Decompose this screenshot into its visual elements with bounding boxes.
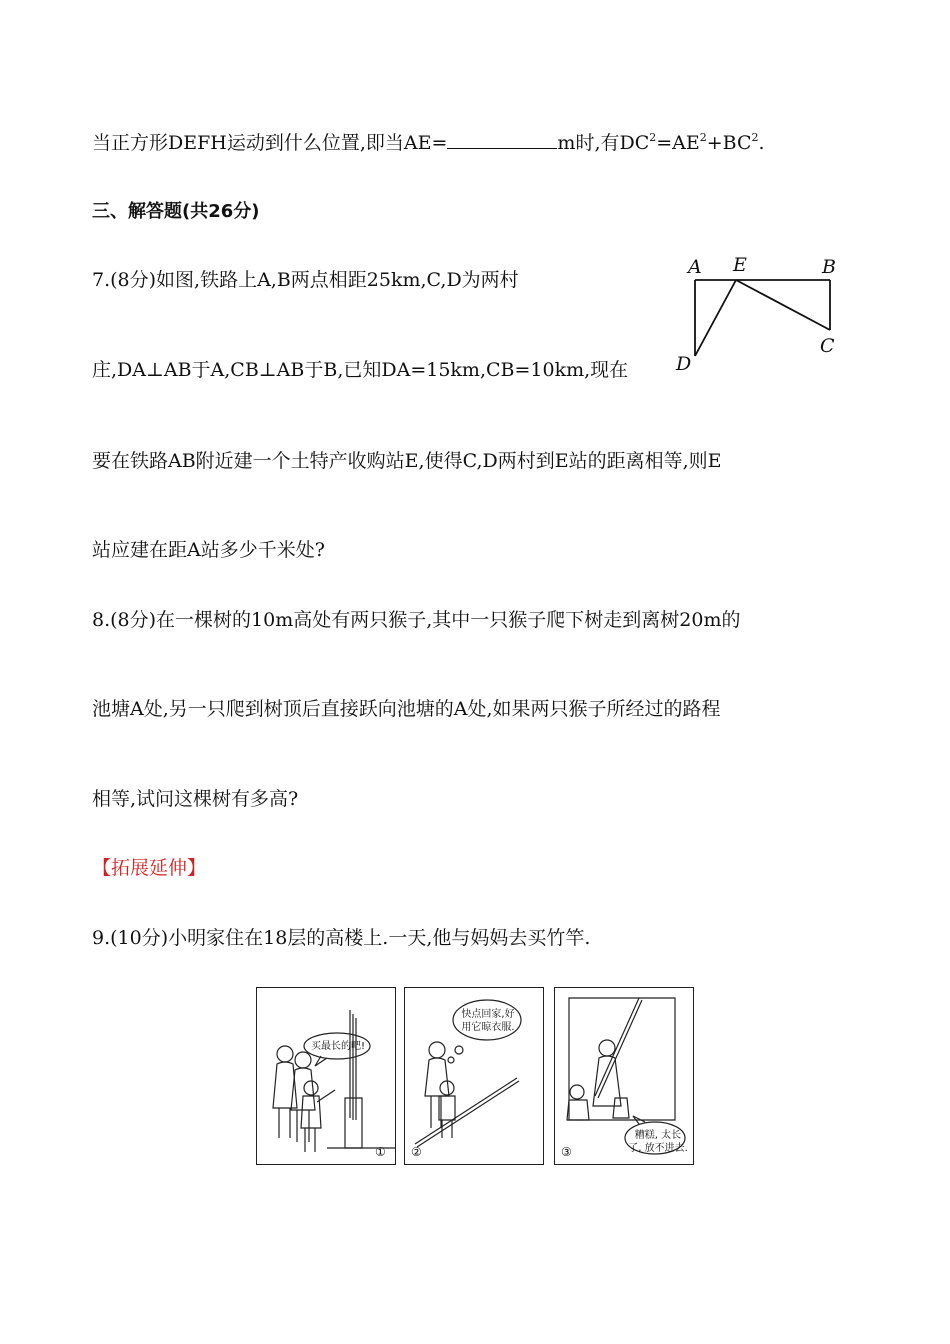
q7-line-4: 站应建在距A站多少千米处? xyxy=(92,539,325,561)
q8-line-3: 相等,试问这棵树有多高? xyxy=(92,788,299,810)
q9-line-1: 9.(10分)小明家住在18层的高楼上.一天,他与妈妈去买竹竿. xyxy=(92,927,591,949)
question-text-mid: +BC xyxy=(706,132,752,154)
superscript: 2 xyxy=(699,131,707,144)
label-a: A xyxy=(688,256,702,278)
answer-blank[interactable] xyxy=(447,130,557,149)
q7-line-1: 7.(8分)如图,铁路上A,B两点相距25km,C,D为两村 xyxy=(92,269,519,291)
speech-line-2: 用它晾衣服. xyxy=(461,1022,515,1033)
question-text-pre: 当正方形DEFH运动到什么位置,即当AE= xyxy=(92,132,448,154)
section-title: 三、解答题(共26分) xyxy=(92,201,260,222)
speech-bubble xyxy=(627,1129,689,1155)
segment-de xyxy=(695,280,736,356)
fill-in-question-line xyxy=(92,130,765,155)
shopping-scene-illustration xyxy=(257,988,395,1164)
q7-line-2: 庄,DA⊥AB于A,CB⊥AB于B,已知DA=15km,CB=10km,现在 xyxy=(92,359,629,381)
label-d: D xyxy=(676,353,692,375)
label-b: B xyxy=(822,256,836,278)
speech-line-1: 快点回家,好 xyxy=(461,1009,515,1020)
superscript: 2 xyxy=(751,131,759,144)
speech-bubble xyxy=(457,1008,519,1034)
railway-diagram xyxy=(670,248,850,378)
comic-panel-2 xyxy=(404,987,544,1165)
speech-bubble: 买最长的吧! xyxy=(310,1041,365,1052)
label-e: E xyxy=(733,254,747,276)
comic-panel-1 xyxy=(256,987,396,1165)
q8-line-2: 池塘A处,另一只爬到树顶后直接跃向池塘的A处,如果两只猴子所经过的路程 xyxy=(92,698,721,720)
comic-panel-3 xyxy=(554,987,694,1165)
panel-number: ① xyxy=(375,1145,386,1159)
question-text-post: m时,有DC xyxy=(557,132,650,154)
q8-line-1: 8.(8分)在一棵树的10m高处有两只猴子,其中一只猴子爬下树走到离树20m的 xyxy=(92,609,741,631)
speech-line-1: 糟糕, 太长 xyxy=(634,1130,682,1141)
panel-number: ② xyxy=(411,1145,422,1159)
segment-ec xyxy=(736,280,830,330)
panel-number: ③ xyxy=(561,1145,572,1159)
speech-line-2: 了, 放不进去. xyxy=(628,1143,688,1154)
question-text-end: . xyxy=(758,132,765,154)
extension-title: 【拓展延伸】 xyxy=(92,857,207,879)
q7-line-3: 要在铁路AB附近建一个土特产收购站E,使得C,D两村到E站的距离相等,则E xyxy=(92,450,722,472)
question-text-mid: =AE xyxy=(656,132,700,154)
superscript: 2 xyxy=(649,131,657,144)
label-c: C xyxy=(820,335,835,357)
